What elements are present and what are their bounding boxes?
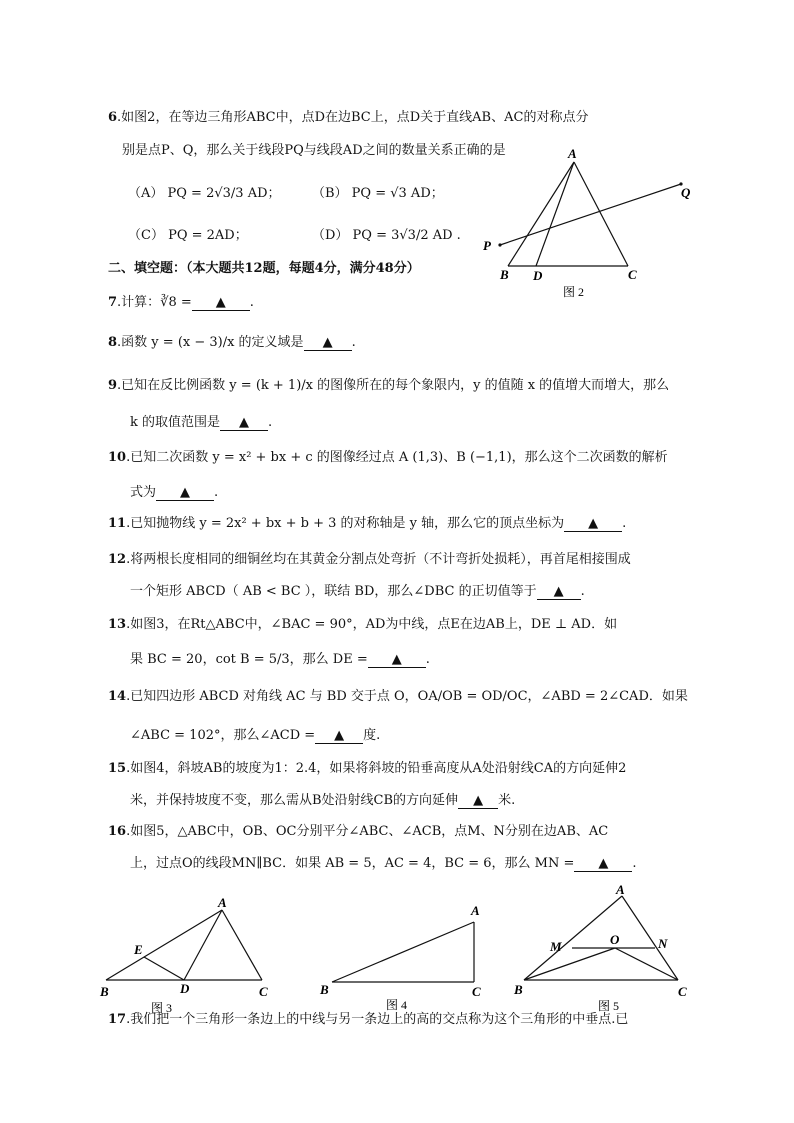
q14-line2-text: ∠ABC = 102°，那么∠ACD = (130, 728, 316, 743)
q7-text: .计算：∛8 = (117, 295, 192, 310)
q11-answer-blank: ▲ (564, 517, 622, 532)
section-2-heading: 二、填空题：（本大题共12题，每题4分，满分48分） (108, 261, 420, 276)
fig4-slope-ab (332, 922, 474, 982)
q17-number: 17 (108, 1012, 127, 1027)
q8 (108, 331, 356, 351)
q13-number: 13 (108, 617, 127, 632)
q14-line1 (108, 685, 688, 704)
fig5-side-ac (622, 896, 678, 980)
q13-line2-text: 果 BC = 20，cot B = 5/3，那么 DE = (130, 652, 368, 667)
fig3-segment-ad (184, 910, 222, 980)
fig5-label-b: B (514, 982, 523, 997)
fig3-side-ab (106, 910, 222, 980)
q11-text: .已知抛物线 y = 2x² + bx + b + 3 的对称轴是 y 轴，那么它的顶点坐标为 (126, 516, 565, 531)
q12-line1-text: .将两根长度相同的细铜丝均在其黄金分割点处弯折（不计弯折处损耗），再首尾相接围成 (126, 552, 631, 567)
q13-answer-blank: ▲ (368, 653, 426, 668)
fig5-label-c: C (678, 984, 687, 999)
q6-option-b: （B） PQ = √3 AD； (312, 186, 444, 201)
q14-tail: 度. (363, 728, 381, 743)
q10-line1-text: .已知二次函数 y = x² + bx + c 的图像经过点 A (1,3)、B (−1,1)，那么这个二次函数的解析 (126, 450, 668, 465)
fig4-caption: 图 4 (386, 998, 408, 1012)
fig3-label-d: D (180, 981, 190, 996)
q7 (108, 291, 254, 311)
q14-line2 (130, 724, 380, 744)
q13-line1-text: .如图3，在Rt△ABC中，∠BAC = 90°，AD为中线，点E在边AB上，DE ⊥ AD．如 (126, 617, 618, 632)
q10-number: 10 (108, 450, 127, 465)
fig4-label-c: C (472, 984, 481, 999)
q16-line2 (130, 852, 637, 872)
fig5-side-ab (524, 896, 622, 980)
q6-option-c: （C） PQ = 2AD； (128, 228, 248, 243)
q16-line2-text: 上，过点O的线段MN∥BC．如果 AB = 5，AC = 4，BC = 6，那么 MN = (130, 856, 575, 871)
q8-text: .函数 y = (x − 3)/x 的定义域是 (117, 335, 304, 350)
q14-answer-blank: ▲ (315, 729, 363, 744)
fig5-label-a: A (616, 882, 625, 897)
q12-line2 (130, 580, 585, 600)
q17-line1 (108, 1008, 628, 1027)
q16-answer-blank: ▲ (574, 857, 632, 872)
fig2-side-ab (508, 162, 574, 266)
figure-4 (316, 896, 496, 1016)
q13-line2 (130, 648, 430, 668)
q13-tail: . (425, 652, 430, 667)
fig3-label-e: E (134, 942, 143, 957)
q11-number: 11 (108, 516, 127, 531)
q8-number: 8 (108, 335, 118, 350)
q16-tail: . (632, 856, 637, 871)
fig3-label-c: C (259, 984, 268, 999)
q9-line1-text: .已知在反比例函数 y = (k + 1)/x 的图像所在的每个象限内，y 的值随 x 的值增大而增大，那么 (117, 378, 670, 393)
fig3-side-ac (222, 910, 262, 980)
q12-number: 12 (108, 552, 127, 567)
fig2-label-d: D (533, 268, 543, 283)
q6-number: 6 (108, 110, 118, 125)
q10-line1 (108, 446, 668, 465)
fig2-point-p (498, 243, 501, 246)
q11-tail: . (622, 516, 627, 531)
q10-line2 (130, 481, 218, 501)
q11 (108, 512, 626, 532)
figure-5 (510, 880, 700, 1012)
q9-line2 (130, 411, 272, 431)
q6-option-a: （A） PQ = 2√3/3 AD； (128, 186, 281, 201)
fig2-label-b: B (500, 267, 509, 282)
q15-tail: 米. (498, 793, 516, 808)
figure-2 (478, 142, 698, 302)
fig2-label-p: P (483, 238, 491, 253)
fig3-caption: 图 3 (151, 1001, 173, 1014)
fig2-label-c: C (628, 267, 637, 282)
fig5-label-m: M (550, 939, 562, 954)
q15-line2-text: 米，并保持坡度不变，那么需从B处沿射线CB的方向延伸 (130, 793, 459, 808)
q15-number: 15 (108, 761, 127, 776)
q13-line1 (108, 613, 617, 632)
q6-line2: 别是点P、Q，那么关于线段PQ与线段AD之间的数量关系正确的是 (122, 143, 506, 158)
fig5-segment-ob (524, 948, 615, 980)
fig5-label-o: O (610, 932, 620, 947)
q9-number: 9 (108, 378, 118, 393)
q10-answer-blank: ▲ (156, 486, 214, 501)
fig3-segment-de (144, 957, 184, 980)
q16-line1 (108, 820, 608, 839)
q9-line1 (108, 374, 669, 393)
fig4-label-a: A (471, 903, 480, 918)
q7-answer-blank: ▲ (192, 296, 250, 311)
q7-tail: . (249, 295, 254, 310)
q12-line2-text: 一个矩形 ABCD（ AB < BC ），联结 BD，那么∠DBC 的正切值等于 (130, 584, 537, 599)
q15-line1-text: .如图4，斜坡AB的坡度为1：2.4，如果将斜坡的铅垂高度从A处沿射线CA的方向延伸2 (126, 761, 627, 776)
q15-line2 (130, 789, 515, 809)
q9-answer-blank: ▲ (220, 416, 268, 431)
q14-number: 14 (108, 689, 127, 704)
fig5-label-n: N (658, 936, 668, 951)
q15-answer-blank: ▲ (458, 794, 498, 809)
fig5-caption: 图 5 (598, 999, 620, 1012)
q9-line2-text: k 的取值范围是 (130, 415, 221, 430)
fig3-label-a: A (218, 895, 227, 910)
fig2-side-ac (574, 162, 628, 266)
q12-answer-blank: ▲ (537, 585, 581, 600)
q12-line1 (108, 548, 631, 567)
fig2-label-q: Q (681, 185, 691, 200)
q15-line1 (108, 757, 626, 776)
q14-line1-text: .已知四边形 ABCD 对角线 AC 与 BD 交于点 O，OA/OB = OD/OC，∠ABD = 2∠CAD．如果 (126, 689, 688, 704)
q12-tail: . (580, 584, 585, 599)
q17-line1-text: .我们把一个三角形一条边上的中线与另一条边上的高的交点称为这个三角形的中垂点.已 (126, 1012, 629, 1027)
fig5-segment-oc (615, 948, 678, 980)
q7-number: 7 (108, 295, 118, 310)
fig2-label-a: A (568, 146, 577, 161)
q9-tail: . (268, 415, 273, 430)
q10-line2-text: 式为 (130, 485, 157, 500)
fig2-caption: 图 2 (563, 285, 585, 299)
fig4-label-b: B (320, 982, 329, 997)
figure-3 (96, 894, 286, 1014)
q6-option-d: （D） PQ = 3√3/2 AD . (312, 228, 461, 243)
q10-tail: . (214, 485, 219, 500)
fig3-label-b: B (100, 984, 109, 999)
q16-line1-text: .如图5，△ABC中，OB、OC分别平分∠ABC、∠ACB，点M、N分别在边AB、AC (126, 824, 609, 839)
q16-number: 16 (108, 824, 127, 839)
q6-line1-text: .如图2，在等边三角形ABC中，点D在边BC上，点D关于直线AB、AC的对称点分 (117, 110, 589, 125)
q6-line1 (108, 106, 588, 125)
q8-answer-blank: ▲ (304, 336, 352, 351)
q8-tail: . (351, 335, 356, 350)
